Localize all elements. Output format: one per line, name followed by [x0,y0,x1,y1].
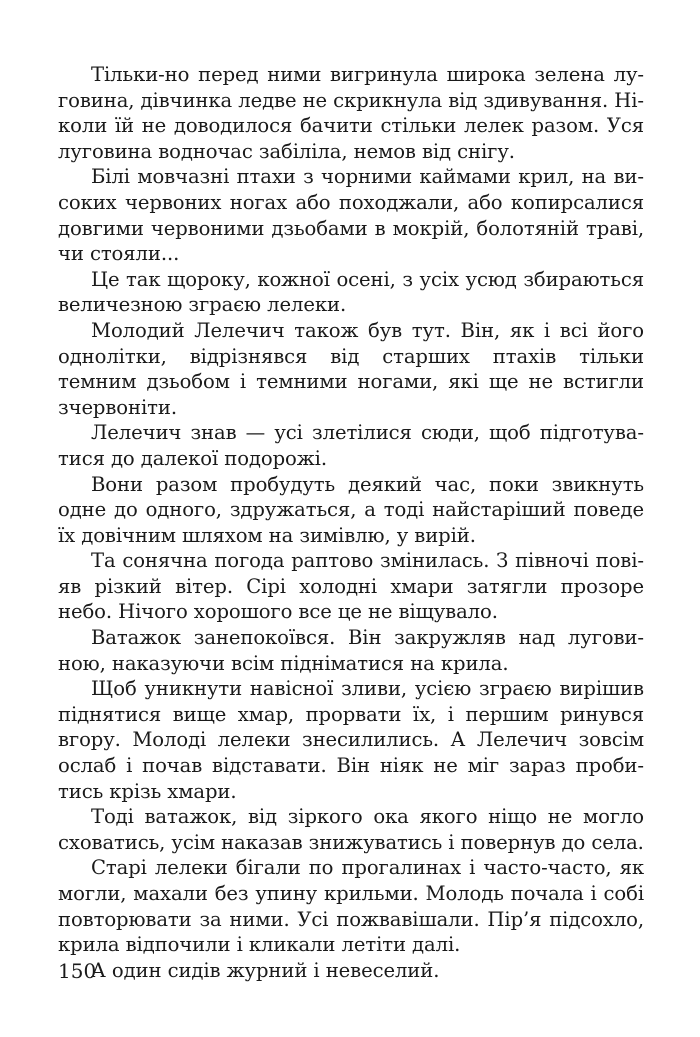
paragraph-7: Та сонячна погода раптово змінилась. З півночі повіяв різкий вітер. Сірі холодні хмари затягли прозоре небо. Нічого хорошого все це не віщувало. [58,549,644,624]
paragraph-2: Білі мовчазні птахи з чорними каймами крил, на високих червоних ногах або походжали, або копирсалися довгими червоними дзьобами в мокрій, болотяній траві, чи стояли... [58,165,644,266]
paragraph-8: Ватажок занепокоївся. Він закружляв над луговиною, наказуючи всім підніматися на крила. [58,626,644,675]
paragraph-12: А один сидів журний і невеселий. [91,958,440,982]
paragraph-10: Тоді ватажок, від зіркого ока якого ніщо не могло сховатись, усім наказав знижуватись і повернув до села. [58,805,644,854]
page-body [58,62,644,983]
paragraph-11: Старі лелеки бігали по прогалинах і часто-часто, як могли, махали без упину крильми. Молодь почала і собі повторювати за ними. Усі пожвавішали. Пір’я підсохло, крила відпочили і кликали летіти далі. [58,856,644,957]
paragraph-4: Молодий Лелечич також був тут. Він, як і всі його однолітки, відрізнявся від старших птахів тільки темним дзьобом і темними ногами, які ще не встигли зчервоніти. [58,318,644,419]
paragraph-6: Вони разом пробудуть деякий час, поки звикнуть одне до одного, здружаться, а тоді найстаріший поведе їх довічним шляхом на зимівлю, у вирій. [58,472,644,547]
page-number: 150 [58,959,97,983]
paragraph-1: Тільки-но перед ними вигринула широка зелена луговина, дівчинка ледве не скрикнула від здивування. Ніколи їй не доводилося бачити стільки лелек разом. Уся луговина водночас забіліла, немов від снігу. [58,63,644,163]
paragraph-3: Це так щороку, кожної осені, з усіх усюд збираються величезною зграєю лелеки. [58,267,644,317]
paragraph-9: Щоб уникнути навісної зливи, усією зграєю вирішив піднятися вище хмар, прорвати їх, і першим ринувся вгору. Молоді лелеки знесилились. А Лелечич зовсім ослаб і почав відставати. Він ніяк не міг зараз пробитись крізь хмари. [58,677,644,803]
paragraph-5: Лелечич знав — усі злетілися сюди, щоб підготуватися до далекої подорожі. [58,421,644,470]
